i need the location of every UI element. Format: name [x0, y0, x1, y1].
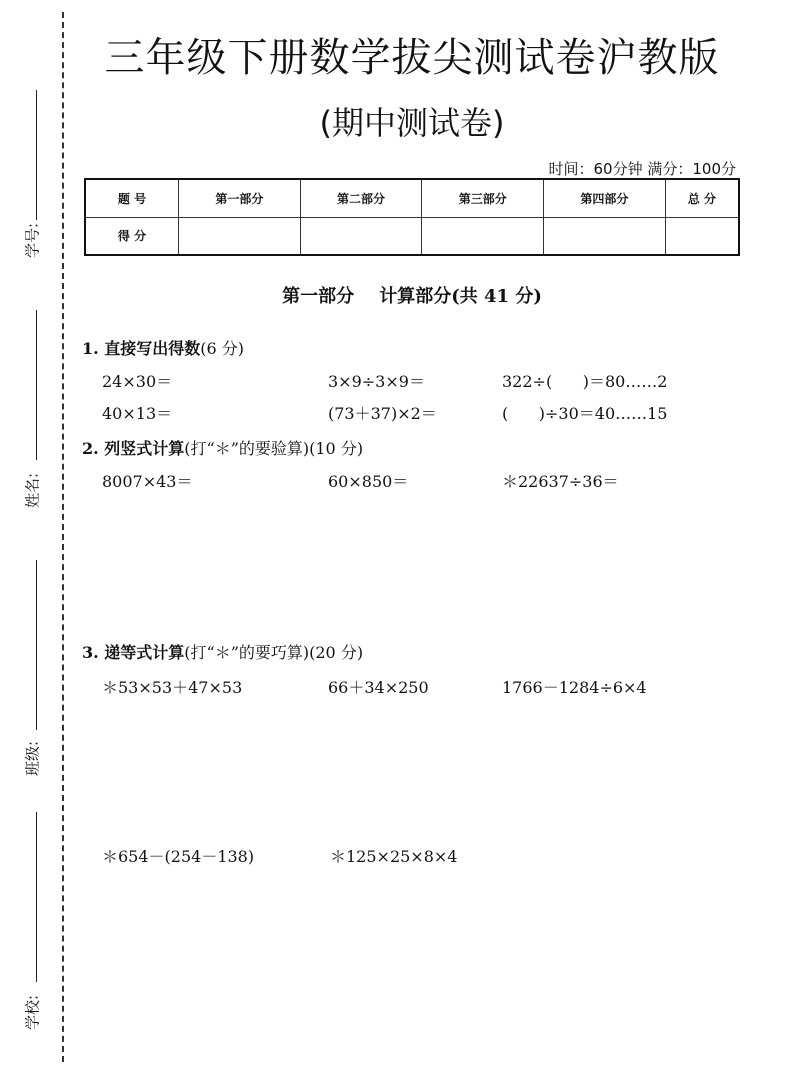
- binding-dashed-line: [62, 12, 64, 1062]
- student-id-line[interactable]: [36, 90, 37, 220]
- student-id-field: [0, 80, 56, 270]
- exam-title: 三年级下册数学拔尖测试卷沪教版: [104, 35, 720, 81]
- q1-item: ( )÷30＝40……15: [502, 404, 668, 423]
- student-id-label: 学号:: [23, 222, 42, 259]
- score-row-label: 得 分: [85, 217, 179, 255]
- question2-title-text: 2. 列竖式计算: [82, 439, 185, 458]
- q2-item: ＊22637÷36＝: [502, 472, 619, 491]
- q3-item: ＊654－(254－138): [102, 847, 255, 866]
- question2-title: [82, 436, 363, 459]
- score-table-header-cell: 总 分: [665, 179, 739, 217]
- question1-points: (6 分): [200, 339, 245, 358]
- score-table-header-cell: 第一部分: [179, 179, 301, 217]
- score-table-score-row: [85, 217, 739, 255]
- score-table: [84, 178, 740, 256]
- question1-title: [82, 336, 244, 359]
- q3-item: 66＋34×250: [328, 678, 429, 697]
- exam-subtitle: (期中测试卷): [319, 104, 505, 142]
- school-field: [0, 812, 56, 1032]
- class-field: [0, 560, 56, 780]
- question2-points: (打“＊”的要验算)(10 分): [184, 439, 364, 458]
- q2-item: 60×850＝: [328, 472, 409, 491]
- q1-item: 40×13＝: [102, 404, 173, 423]
- score-cell-total[interactable]: [665, 217, 739, 255]
- q1-item: (73＋37)×2＝: [328, 404, 437, 423]
- name-field: [0, 310, 56, 520]
- score-table-header-row: [85, 179, 739, 217]
- q3-item: 1766－1284÷6×4: [502, 678, 647, 697]
- q1-item: 3×9÷3×9＝: [328, 372, 425, 391]
- class-label: 班级:: [23, 740, 42, 777]
- q2-item: 8007×43＝: [102, 472, 193, 491]
- q3-item: ＊53×53＋47×53: [102, 678, 243, 697]
- class-line[interactable]: [36, 560, 37, 730]
- score-table-header-cell: 第二部分: [300, 179, 422, 217]
- score-table-header-cell: 题 号: [85, 179, 179, 217]
- q1-item: 24×30＝: [102, 372, 173, 391]
- q1-item: 322÷( )＝80……2: [502, 372, 668, 391]
- score-cell-part2[interactable]: [300, 217, 422, 255]
- q3-item: ＊125×25×8×4: [330, 847, 458, 866]
- score-table-header-cell: 第三部分: [422, 179, 544, 217]
- score-table-header-cell: 第四部分: [544, 179, 666, 217]
- score-cell-part4[interactable]: [544, 217, 666, 255]
- school-label: 学校:: [23, 994, 42, 1031]
- name-line[interactable]: [36, 310, 37, 460]
- school-line[interactable]: [36, 812, 37, 982]
- score-cell-part1[interactable]: [179, 217, 301, 255]
- question3-title-text: 3. 递等式计算: [82, 643, 185, 662]
- question3-title: [82, 640, 363, 663]
- part1-heading: 第一部分 计算部分(共 41 分): [282, 286, 542, 307]
- score-cell-part3[interactable]: [422, 217, 544, 255]
- name-label: 姓名:: [23, 472, 42, 509]
- question3-points: (打“＊”的要巧算)(20 分): [184, 643, 364, 662]
- question1-title-text: 1. 直接写出得数: [82, 339, 201, 358]
- time-and-score-info: 时间：60分钟 满分：100分: [548, 160, 736, 178]
